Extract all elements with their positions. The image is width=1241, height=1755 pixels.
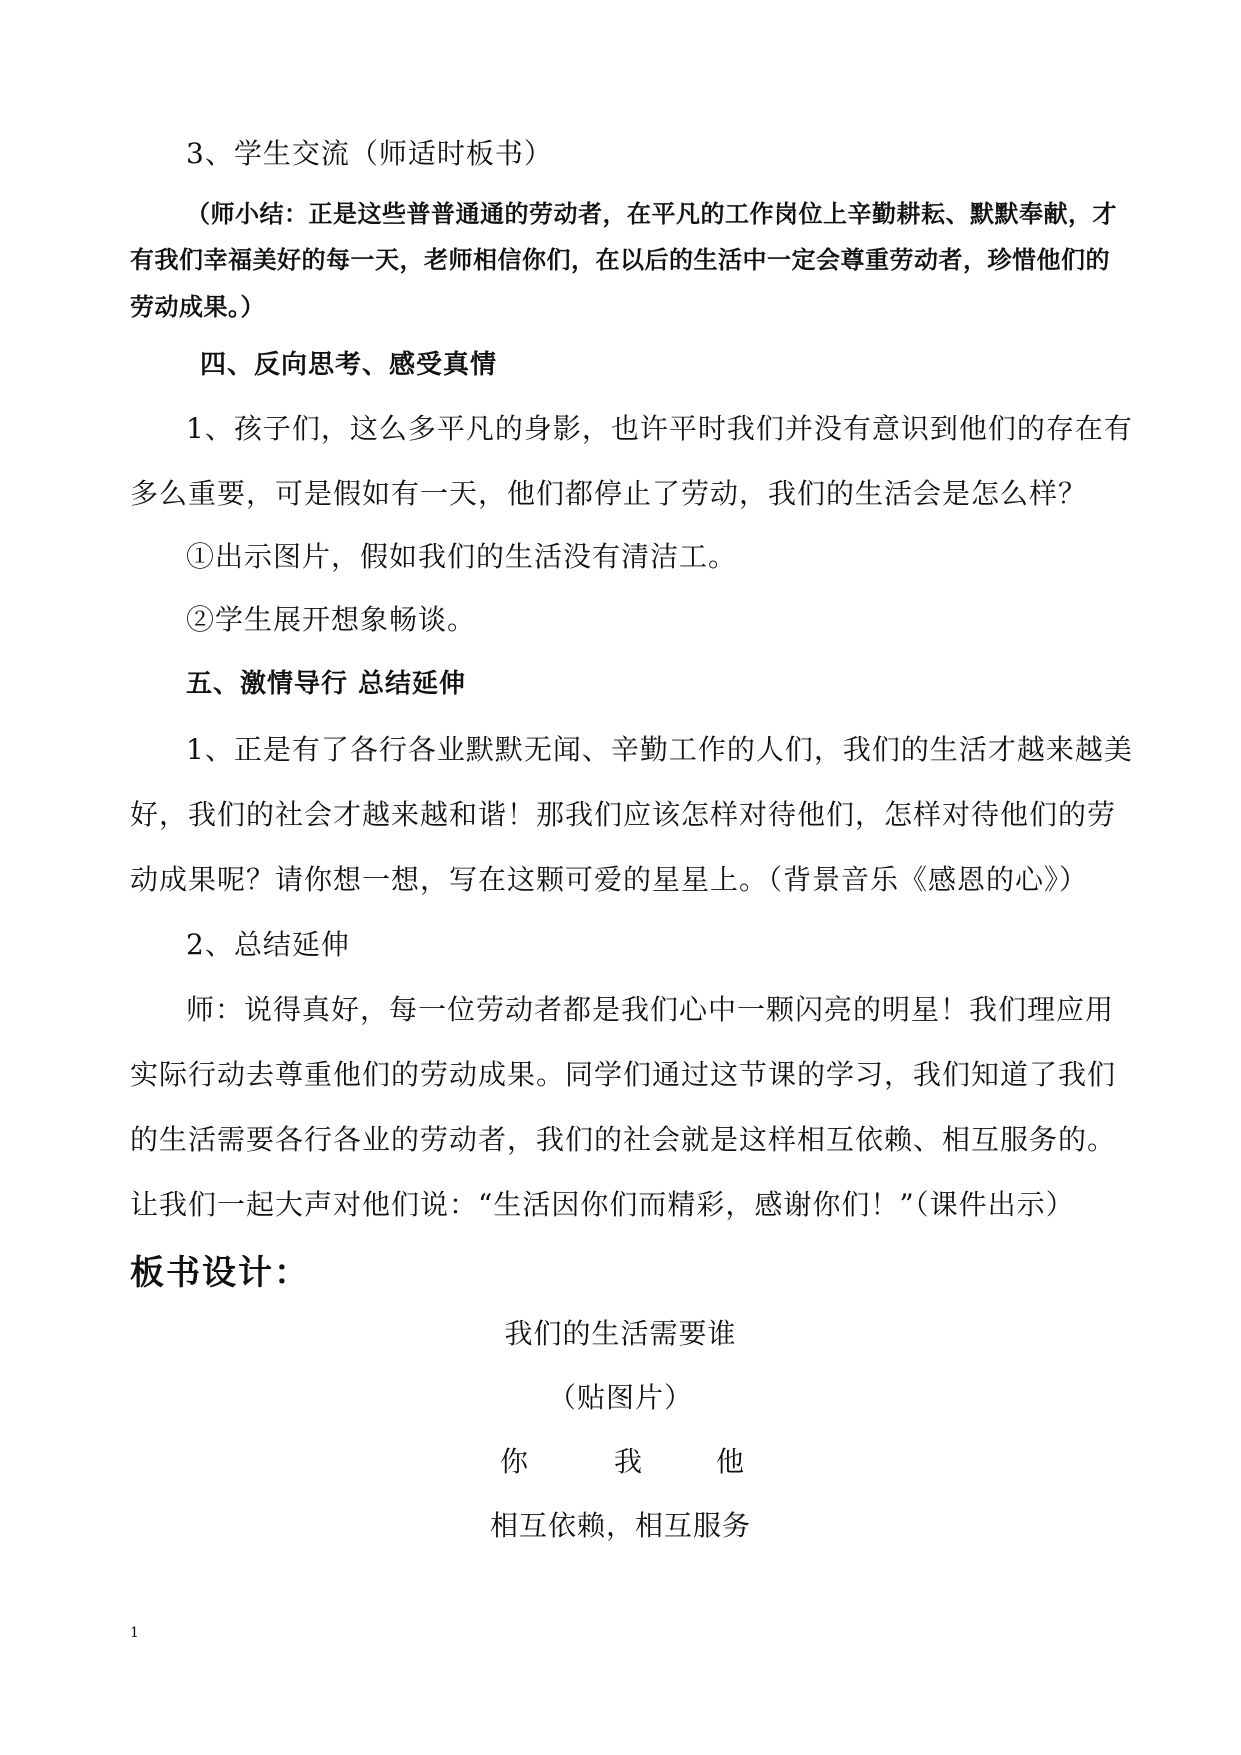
section-4-para-line-1: 1、孩子们，这么多平凡的身影，也许平时我们并没有意识到他们的存在有	[186, 412, 1133, 445]
section-5-para2-line-4: 让我们一起大声对他们说：“生活因你们而精彩，感谢你们！”（课件出示）	[130, 1188, 1075, 1221]
section-5-para2-line-3: 的生活需要各行各业的劳动者，我们的社会就是这样相互依赖、相互服务的。	[130, 1123, 1117, 1156]
section-5-para-line-2: 好，我们的社会才越来越和谐！那我们应该怎样对待他们，怎样对待他们的劳	[130, 798, 1117, 831]
summary-line-3: 劳动成果。）	[130, 293, 265, 321]
section-4-para-line-2: 多么重要，可是假如有一天，他们都停止了劳动，我们的生活会是怎么样？	[130, 477, 1088, 510]
board-design-heading: 板书设计：	[130, 1253, 310, 1293]
section-5-para-line-3: 动成果呢？请你想一想，写在这颗可爱的星星上。（背景音乐《感恩的心》）	[130, 863, 1089, 896]
board-pronoun-me: 我	[614, 1445, 644, 1478]
section-4-item-a: ①出示图片，假如我们的生活没有清洁工。	[186, 540, 738, 573]
item-3: 3、学生交流（师适时板书）	[186, 137, 553, 170]
board-picture-note: （贴图片）	[547, 1381, 693, 1414]
section-5-para-line-1: 1、正是有了各行各业默默无闻、辛勤工作的人们，我们的生活才越来越美	[186, 733, 1133, 766]
section-4-heading: 四、反向思考、感受真情	[200, 350, 498, 380]
board-pronoun-you: 你	[500, 1445, 530, 1478]
section-5-para2-line-1: 师：说得真好，每一位劳动者都是我们心中一颗闪亮的明星！我们理应用	[186, 993, 1115, 1026]
section-4-item-b: ②学生展开想象畅谈。	[186, 603, 477, 636]
summary-line-2: 有我们幸福美好的每一天，老师相信你们，在以后的生活中一定会尊重劳动者，珍惜他们的	[130, 246, 1110, 274]
section-5-item-2: 2、总结延伸	[186, 928, 350, 961]
board-pronoun-him: 他	[716, 1445, 746, 1478]
board-closing: 相互依赖，相互服务	[489, 1509, 751, 1542]
page-number: 1	[130, 1625, 139, 1641]
section-5-heading: 五、激情导行 总结延伸	[186, 669, 467, 699]
section-5-para2-line-2: 实际行动去尊重他们的劳动成果。同学们通过这节课的学习，我们知道了我们	[130, 1058, 1117, 1091]
summary-line-1: （师小结：正是这些普普通通的劳动者，在平凡的工作岗位上辛勤耕耘、默默奉献，才	[186, 200, 1117, 228]
board-title: 我们的生活需要谁	[504, 1317, 737, 1350]
